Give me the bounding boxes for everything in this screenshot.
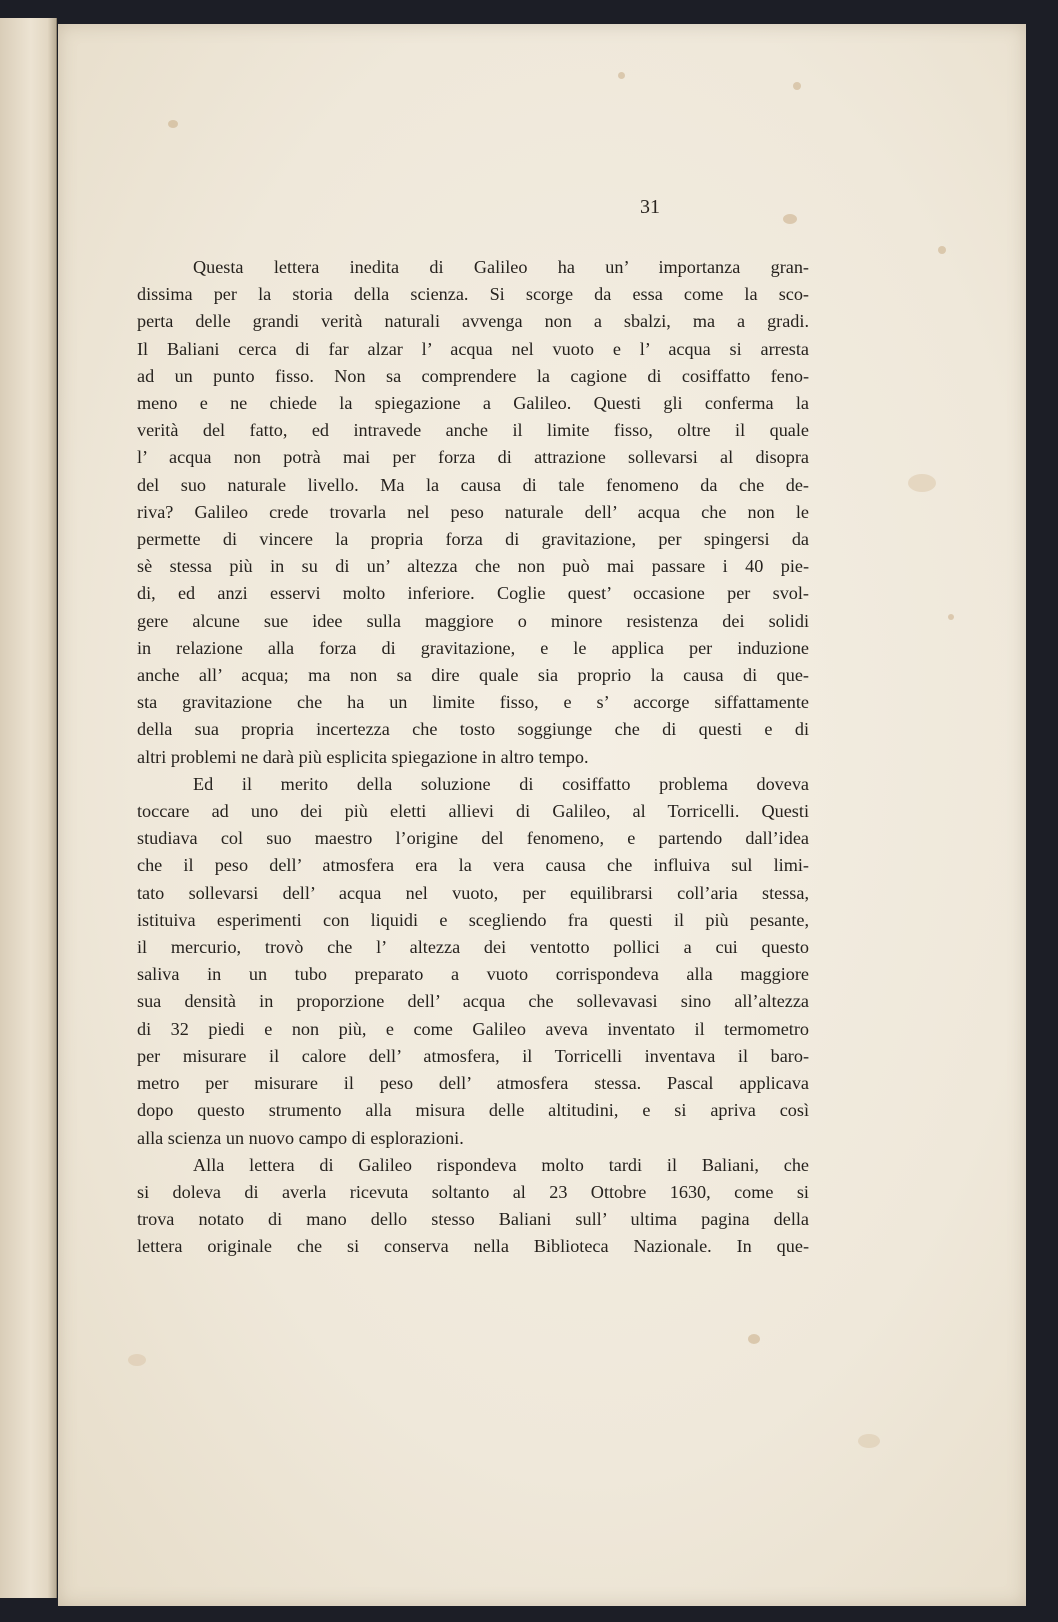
text-line: che il peso dell’ atmosfera era la vera causa che influiva sul limi- <box>137 855 809 876</box>
foxing-spot <box>948 614 954 620</box>
text-line: sua densità in proporzione dell’ acqua che sollevavasi sino all’altezza <box>137 991 809 1012</box>
paragraph <box>137 1152 809 1261</box>
text-line: il mercurio, trovò che l’ altezza dei ventotto pollici a cui questo <box>137 937 809 958</box>
text-line: del suo naturale livello. Ma la causa di tale fenomeno da che de- <box>137 474 809 495</box>
text-line: anche all’ acqua; ma non sa dire quale sia proprio la causa di que- <box>137 665 809 686</box>
text-line: l’ acqua non potrà mai per forza di attrazione sollevarsi al disopra <box>137 447 809 468</box>
text-line: gere alcune sue idee sulla maggiore o minore resistenza dei solidi <box>137 610 809 631</box>
text-line: tato sollevarsi dell’ acqua nel vuoto, per equilibrarsi coll’aria stessa, <box>137 882 809 903</box>
text-line: in relazione alla forza di gravitazione, e le applica per induzione <box>137 637 809 658</box>
text-line: sta gravitazione che ha un limite fisso, e s’ accorge siffattamente <box>137 692 809 713</box>
text-line: toccare ad uno dei più eletti allievi di Galileo, al Torricelli. Questi <box>137 801 809 822</box>
text-line: saliva in un tubo preparato a vuoto corrispondeva alla maggiore <box>137 964 809 985</box>
text-line: per misurare il calore dell’ atmosfera, il Torricelli inventava il baro- <box>137 1045 809 1066</box>
body-text <box>137 254 809 1261</box>
text-line: di 32 piedi e non più, e come Galileo aveva inventato il termometro <box>137 1018 809 1039</box>
text-line: dissima per la storia della scienza. Si scorge da essa come la sco- <box>137 284 809 305</box>
foxing-spot <box>748 1334 760 1344</box>
text-line: altri problemi ne darà più esplicita spiegazione in altro tempo. <box>137 746 589 767</box>
text-line: Questa lettera inedita di Galileo ha un’ importanza gran- <box>193 257 809 277</box>
text-line: Il Baliani cerca di far alzar l’ acqua nel vuoto e l’ acqua si arresta <box>137 338 809 359</box>
text-line: riva? Galileo crede trovarla nel peso naturale dell’ acqua che non le <box>137 501 809 522</box>
paragraph <box>137 254 809 771</box>
text-line: istituiva esperimenti con liquidi e scegliendo fra questi il più pesante, <box>137 909 809 930</box>
foxing-spot <box>793 82 801 90</box>
text-line: permette di vincere la propria forza di gravitazione, per spingersi da <box>137 529 809 550</box>
text-line: si doleva di averla ricevuta soltanto al 23 Ottobre 1630, come si <box>137 1181 809 1202</box>
foxing-spot <box>858 1434 880 1448</box>
foxing-spot <box>168 120 178 128</box>
text-line: di, ed anzi esservi molto inferiore. Coglie quest’ occasione per svol- <box>137 583 809 604</box>
paragraph <box>137 771 809 1152</box>
text-line: meno e ne chiede la spiegazione a Galileo. Questi gli conferma la <box>137 393 809 414</box>
text-line: sè stessa più in su di un’ altezza che non può mai passare i 40 pie- <box>137 556 809 577</box>
text-line: lettera originale che si conserva nella Biblioteca Nazionale. In que- <box>137 1236 809 1257</box>
text-line: studiava col suo maestro l’origine del fenomeno, e partendo dall’idea <box>137 828 809 849</box>
text-line: dopo questo strumento alla misura delle altitudini, e si apriva così <box>137 1100 809 1121</box>
text-line: alla scienza un nuovo campo di esplorazioni. <box>137 1127 464 1148</box>
text-line: metro per misurare il peso dell’ atmosfera stessa. Pascal applicava <box>137 1073 809 1094</box>
text-line: perta delle grandi verità naturali avvenga non a sbalzi, ma a gradi. <box>137 311 809 332</box>
foxing-spot <box>783 214 797 224</box>
foxing-spot <box>938 246 946 254</box>
foxing-spot <box>128 1354 146 1366</box>
foxing-spot <box>908 474 936 492</box>
page-number: 31 <box>640 196 660 218</box>
facing-page-edge <box>0 18 57 1598</box>
text-line: verità del fatto, ed intravede anche il limite fisso, oltre il quale <box>137 420 809 441</box>
foxing-spot <box>618 72 625 79</box>
text-line: trova notato di mano dello stesso Baliani sull’ ultima pagina della <box>137 1209 809 1230</box>
text-line: Alla lettera di Galileo rispondeva molto tardi il Baliani, che <box>193 1154 809 1175</box>
text-line: ad un punto fisso. Non sa comprendere la cagione di cosiffatto feno- <box>137 365 809 386</box>
text-line: Ed il merito della soluzione di cosiffatto problema doveva <box>193 773 809 794</box>
text-line: della sua propria incertezza che tosto soggiunge che di questi e di <box>137 719 809 740</box>
